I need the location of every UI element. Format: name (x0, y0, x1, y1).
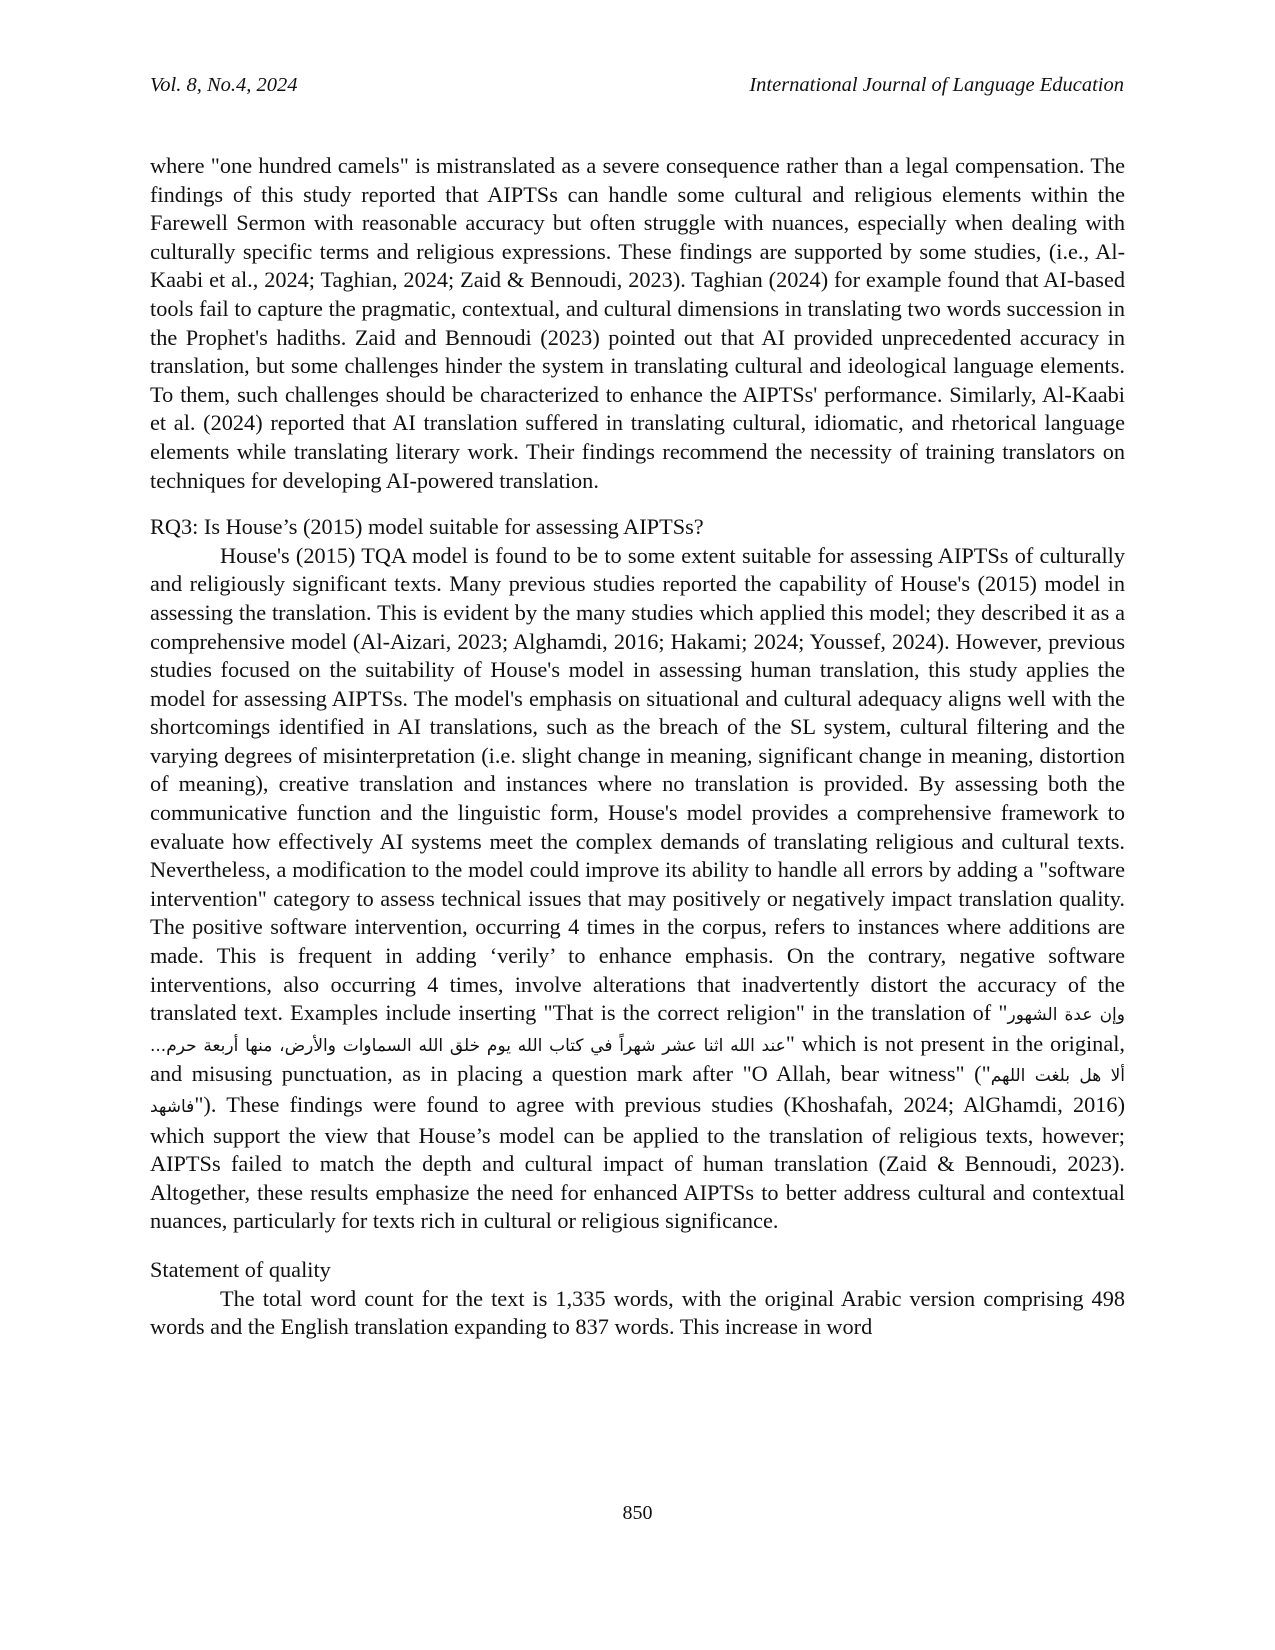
statement-of-quality-paragraph: The total word count for the text is 1,335 words, with the original Arabic version comprising 498 words and the English translation expanding to 837 words. This increase in word (150, 1285, 1125, 1340)
arabic-quote-months: وإن عدة الشهور عند الله اثنا عشر شهراً في كتاب الله يوم خلق الله السماوات والأرض، منها أربعة حرم... (150, 1005, 1125, 1056)
statement-of-quality-heading: Statement of quality (150, 1256, 331, 1282)
running-header (150, 74, 1124, 102)
discussion-paragraph: where "one hundred camels" is mistranslated as a severe consequence rather than a legal compensation. The findings of this study reported that AIPTSs can handle some cultural and religious elements within the Farewell Sermon with reasonable accuracy but often struggle with nuances, especially when dealing with culturally specific terms and religious expressions. These findings are supported by some studies, (i.e., Al-Kaabi et al., 2024; Taghian, 2024; Zaid & Bennoudi, 2023). Taghian (2024) for example found that AI-based tools fail to capture the pragmatic, contextual, and cultural dimensions in translating two words succession in the Prophet's hadiths. Zaid and Bennoudi (2023) pointed out that AI provided unprecedented accuracy in translation, but some challenges hinder the system in translating cultural and ideological language elements. To them, such challenges should be characterized to enhance the AIPTSs' performance. Similarly, Al-Kaabi et al. (2024) reported that AI translation suffered in translating cultural, idiomatic, and rhetorical language elements while translating literary work. Their findings recommend the necessity of training translators on techniques for developing AI-powered translation. (150, 153, 1125, 493)
rq3-text-part1: House's (2015) TQA model is found to be to some extent suitable for assessing AIPTSs of culturally and religiously significant texts. Many previous studies reported the capability of House's (2015) model in assessing the translation. This is evident by the many studies which applied this model; they described it as a comprehensive model (Al-Aizari, 2023; Alghamdi, 2016; Hakami; 2024; Youssef, 2024). However, previous studies focused on the suitability of House's model in assessing human translation, this study applies the model for assessing AIPTSs. The model's emphasis on situational and cultural adequacy aligns well with the shortcomings identified in AI translations, such as the breach of the SL system, cultural filtering and the varying degrees of misinterpretation (i.e. slight change in meaning, significant change in meaning, distortion of meaning), creative translation and instances where no translation is provided. By assessing both the communicative function and the linguistic form, House's model provides a comprehensive framework to evaluate how effectively AI systems meet the complex demands of translating religious and cultural texts. Nevertheless, a modification to the model could improve its ability to handle all errors by adding a "software intervention" category to assess technical issues that may positively or negatively impact translation quality. The positive software intervention, occurring 4 times in the corpus, refers to instances where additions are made. This is frequent in adding ‘verily’ to enhance emphasis. On the contrary, negative software interventions, also occurring 4 times, involve alterations that inadvertently distort the accuracy of the translated text. Examples include inserting "That is the correct religion" in the translation of " (150, 542, 1125, 1026)
journal-volume: Vol. 8, No.4, 2024 (150, 74, 298, 96)
journal-title: International Journal of Language Education (749, 74, 1124, 96)
rq3-heading: RQ3: Is House’s (2015) model suitable for assessing AIPTSs? (150, 514, 704, 540)
rq3-text-part3: "). These findings were found to agree with previous studies (Khoshafah, 2024; AlGhamdi, 2016) which support the view that House’s model can be applied to the translation of religious texts, however; AIPTSs failed to match the depth and cultural impact of human translation (Zaid & Bennoudi, 2023). Altogether, these results emphasize the need for enhanced AIPTSs to better address cultural and contextual nuances, particularly for texts rich in cultural or religious significance. (150, 1092, 1125, 1234)
arabic-quote-witness: ألا هل بلغت اللهم فاشهد (150, 1066, 1125, 1117)
rq3-paragraph (150, 542, 1125, 1236)
page-body (150, 152, 1125, 1342)
rq3-text-part2: " which is not present in the original, and misusing punctuation, as in placing a question mark after "O Allah, bear witness" (" (150, 1030, 1125, 1087)
page-number: 850 (622, 1502, 653, 1524)
